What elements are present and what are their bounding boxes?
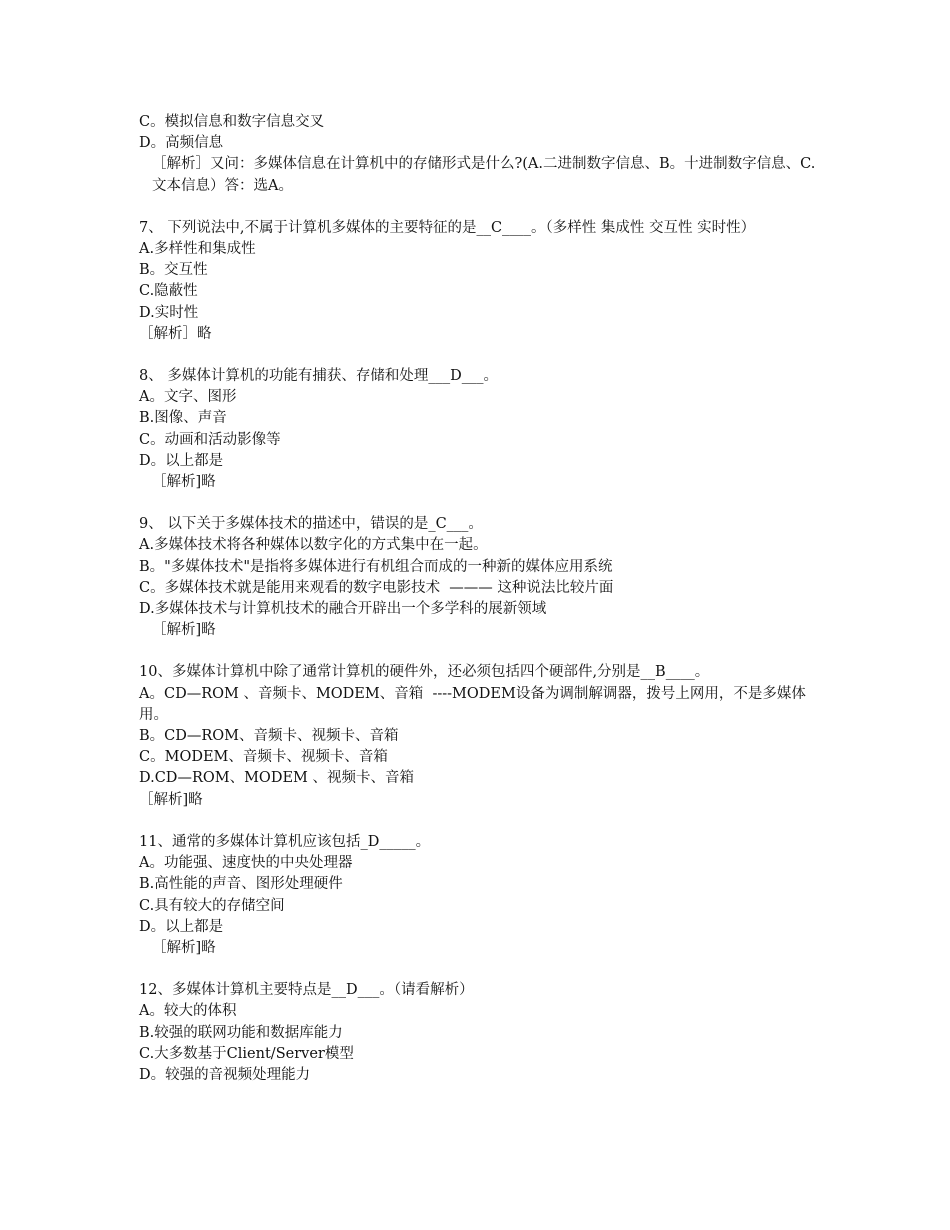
spacer bbox=[139, 959, 819, 980]
analysis-text: ［解析]略 bbox=[152, 622, 216, 639]
option-b: B。交互性 bbox=[139, 262, 208, 279]
question-number: 8、 bbox=[139, 368, 168, 385]
option-b: B.较强的联网功能和数据库能力 bbox=[139, 1024, 343, 1041]
question-stem: 多媒体计算机主要特点是__D___。（请看解析） bbox=[171, 982, 474, 999]
option-c: C.具有较大的存储空间 bbox=[139, 897, 285, 914]
option-d: D。较强的音视频处理能力 bbox=[139, 1066, 311, 1083]
option-c: C。MODEM、音频卡、视频卡、音箱 bbox=[139, 749, 388, 766]
analysis-text: ［解析]略 bbox=[152, 474, 216, 491]
option-d: D.多媒体技术与计算机技术的融合开辟出一个多学科的展新领域 bbox=[139, 601, 547, 618]
option-c: C。多媒体技术就是能用来观看的数字电影技术 ——— 这种说法比较片面 bbox=[139, 579, 614, 596]
option-b: B.图像、声音 bbox=[139, 410, 227, 427]
analysis-text: ［解析]略 bbox=[152, 939, 216, 956]
analysis-text: ［解析］略 bbox=[139, 325, 212, 342]
option-a: A。较大的体积 bbox=[139, 1003, 237, 1020]
question-number: 11、 bbox=[139, 833, 172, 850]
question-stem: 下列说法中,不属于计算机多媒体的主要特征的是__C____。（多样性 集成性 交互性 实时性） bbox=[167, 219, 756, 236]
option-d: D。以上都是 bbox=[139, 918, 224, 935]
question-7 bbox=[139, 218, 819, 239]
question-number: 10、 bbox=[139, 664, 172, 681]
option-a: A。功能强、速度快的中央处理器 bbox=[139, 855, 353, 872]
spacer bbox=[139, 493, 819, 514]
question-9 bbox=[139, 514, 819, 535]
option-b: B.高性能的声音、图形处理硬件 bbox=[139, 876, 343, 893]
document-body bbox=[139, 112, 819, 1086]
question-10 bbox=[139, 662, 819, 683]
option-d: D。高频信息 bbox=[139, 135, 224, 152]
option-c: C。动画和活动影像等 bbox=[139, 431, 281, 448]
question-number: 12、 bbox=[139, 982, 172, 999]
analysis-text: ［解析］又问：多媒体信息在计算机中的存储形式是什么?(A.二进制数字信息、B。十进制数字信息、C.文本信息）答：选A。 bbox=[152, 156, 816, 194]
option-d: D.实时性 bbox=[139, 304, 199, 321]
option-c: C.隐蔽性 bbox=[139, 283, 198, 300]
question-11 bbox=[139, 832, 819, 853]
option-c: C.大多数基于Client/Server模型 bbox=[139, 1045, 354, 1062]
option-b: B。"多媒体技术"是指将多媒体进行有机组合而成的一种新的媒体应用系统 bbox=[139, 558, 613, 575]
question-number: 9、 bbox=[139, 516, 168, 533]
spacer bbox=[139, 641, 819, 662]
question-number: 7、 bbox=[139, 219, 168, 236]
option-b: B。CD—ROM、音频卡、视频卡、音箱 bbox=[139, 728, 399, 745]
option-a: A。文字、图形 bbox=[139, 389, 237, 406]
spacer bbox=[139, 811, 819, 832]
option-d: D.CD—ROM、MODEM 、视频卡、音箱 bbox=[139, 770, 414, 787]
question-12 bbox=[139, 980, 819, 1001]
option-a: A。CD—ROM 、音频卡、MODEM、音箱 ----MODEM设备为调制解调器，拨号上网用，不是多媒体用。 bbox=[139, 685, 806, 723]
analysis-text: ［解析]略 bbox=[139, 791, 203, 808]
option-a: A.多样性和集成性 bbox=[139, 241, 256, 258]
option-c: C。模拟信息和数字信息交叉 bbox=[139, 114, 325, 130]
option-d: D。以上都是 bbox=[139, 452, 224, 469]
option-a: A.多媒体技术将各种媒体以数字化的方式集中在一起。 bbox=[139, 537, 488, 554]
question-stem: 以下关于多媒体技术的描述中，错误的是_C___。 bbox=[167, 516, 483, 533]
question-stem: 多媒体计算机的功能有捕获、存储和处理___D___。 bbox=[167, 368, 498, 385]
question-stem: 通常的多媒体计算机应该包括_D_____。 bbox=[171, 833, 431, 850]
question-stem: 多媒体计算机中除了通常计算机的硬件外，还必须包括四个硬部件,分别是__B____。 bbox=[171, 664, 710, 681]
spacer bbox=[139, 197, 819, 218]
spacer bbox=[139, 345, 819, 366]
question-8 bbox=[139, 366, 819, 387]
